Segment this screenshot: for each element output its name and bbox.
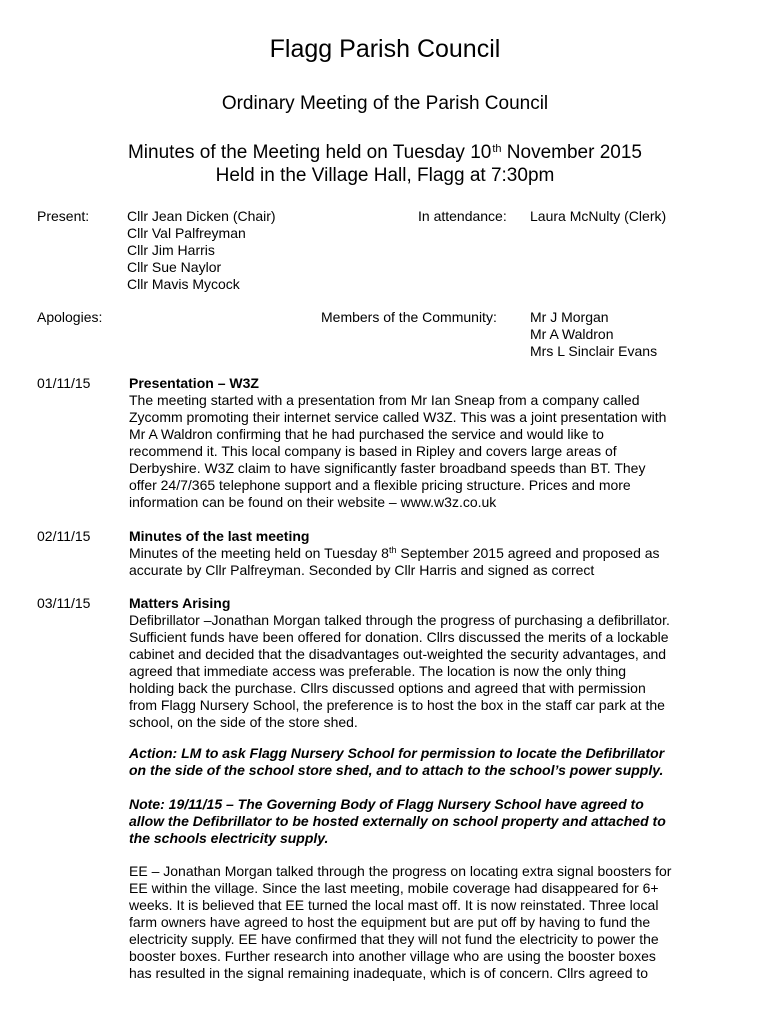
item-heading: Minutes of the last meeting: [129, 528, 310, 544]
item-text-line: recommend it. This local company is based in Ripley and covers large areas of: [129, 443, 617, 459]
item-text-line: electricity supply. EE have confirmed that they will not fund the electricity to power the: [129, 931, 659, 947]
item-text-line: Zycomm promoting their internet service called W3Z. This was a joint presentation with: [129, 409, 667, 425]
item-text-ordinal: th: [388, 545, 397, 555]
community-member: Mr A Waldron: [530, 326, 614, 342]
community-label: Members of the Community:: [321, 309, 497, 325]
item-text-line: The meeting started with a presentation from Mr Ian Sneap from a company called: [129, 392, 640, 408]
community-member: Mrs L Sinclair Evans: [530, 343, 658, 359]
item-text-line: has resulted in the signal remaining inadequate, which is of concern. Cllrs agreed to: [129, 965, 649, 981]
item-text-line: from Flagg Nursery School, the preference is to host the box in the staff car park at the: [129, 697, 665, 713]
note-line: Note: 19/11/15 – The Governing Body of Flagg Nursery School have agreed to: [129, 796, 644, 812]
community-list: [530, 309, 657, 360]
item-text-line: accurate by Cllr Palfreyman. Seconded by Cllr Harris and signed as correct: [129, 562, 595, 578]
note-line: the schools electricity supply.: [129, 830, 329, 846]
in-attendance-label: In attendance:: [418, 208, 507, 224]
item-text-line: Sufficient funds have been offered for donation. Cllrs discussed the merits of a lockable: [129, 629, 669, 645]
item-text-suffix: September 2015 agreed and proposed as: [396, 545, 660, 561]
council-title: Flagg Parish Council: [269, 35, 501, 63]
present-member: Cllr Sue Naylor: [127, 259, 222, 275]
item-text-line: cabinet and decided that the disadvantages out-weighted the security advantages, and: [129, 646, 667, 662]
action-line: Action: LM to ask Flagg Nursery School for permission to locate the Defibrillator: [129, 745, 665, 761]
item-text-prefix: Minutes of the meeting held on Tuesday 8: [129, 545, 389, 561]
action-line: on the side of the school store shed, and to attach to the school’s power supply.: [129, 762, 664, 778]
present-member: Cllr Mavis Mycock: [127, 276, 240, 292]
minutes-title-ordinal: th: [492, 143, 502, 155]
item-text-line: Derbyshire. W3Z claim to have significantly faster broadband speeds than BT. They: [129, 460, 646, 476]
item-heading: Matters Arising: [129, 595, 231, 611]
item-text-line: EE – Jonathan Morgan talked through the progress on locating extra signal boosters for: [129, 863, 672, 879]
item-number: 01/11/15: [37, 375, 91, 391]
minutes-title-suffix: November 2015: [501, 142, 642, 163]
item-number: 02/11/15: [37, 528, 91, 544]
item-text-line: school, on the side of the store shed.: [129, 714, 358, 730]
item-number: 03/11/15: [37, 595, 91, 611]
present-label: Present:: [37, 208, 90, 224]
meeting-subtitle: Ordinary Meeting of the Parish Council: [221, 93, 549, 114]
follow-up-note: [129, 796, 739, 847]
action-note: [129, 745, 739, 779]
item-text-line: booster boxes. Further research into another village who are using the booster boxes: [129, 948, 656, 964]
ee-signal-paragraph: [129, 863, 739, 982]
item-text-line: Mr A Waldron confirming that he had purchased the service and would like to: [129, 426, 604, 442]
present-member: Cllr Jean Dicken (Chair): [127, 208, 276, 224]
item-text-line: agreed that immediate access was preferable. The location is now the only thing: [129, 663, 627, 679]
item-text-line: farm owners have agreed to host the equipment but are put off by having to fund the: [129, 914, 651, 930]
community-member: Mr J Morgan: [530, 309, 609, 325]
item-heading: Presentation – W3Z: [129, 375, 259, 391]
present-list: [127, 208, 276, 293]
item-text-line: holding back the purchase. Cllrs discussed options and agreed that with permission: [129, 680, 646, 696]
item-text-line: [129, 545, 739, 562]
item-text-line: Defibrillator –Jonathan Morgan talked through the progress of purchasing a defibrillator.: [129, 612, 670, 628]
apologies-label: Apologies:: [37, 309, 103, 325]
venue-line: Held in the Village Hall, Flagg at 7:30pm: [215, 165, 555, 186]
item-text-line: weeks. It is believed that EE turned the local mast off. It is now reinstated. Three local: [129, 897, 659, 913]
item-text-line: offer 24/7/365 telephone support and a flexible pricing structure. Prices and more: [129, 477, 631, 493]
note-line: allow the Defibrillator to be hosted externally on school property and attached to: [129, 813, 666, 829]
item-text-line: EE within the village. Since the last meeting, mobile coverage had disappeared for 6+: [129, 880, 659, 896]
agenda-item-presentation: [129, 375, 739, 511]
agenda-item-matters-arising: [129, 595, 739, 731]
present-member: Cllr Jim Harris: [127, 242, 215, 258]
item-text-line: information can be found on their website – www.w3z.co.uk: [129, 494, 497, 510]
in-attendance-name: Laura McNulty (Clerk): [530, 208, 667, 224]
minutes-title-prefix: Minutes of the Meeting held on Tuesday 10: [127, 142, 492, 163]
minutes-title: [0, 141, 770, 165]
present-member: Cllr Val Palfreyman: [127, 225, 246, 241]
agenda-item-last-minutes: [129, 528, 739, 579]
